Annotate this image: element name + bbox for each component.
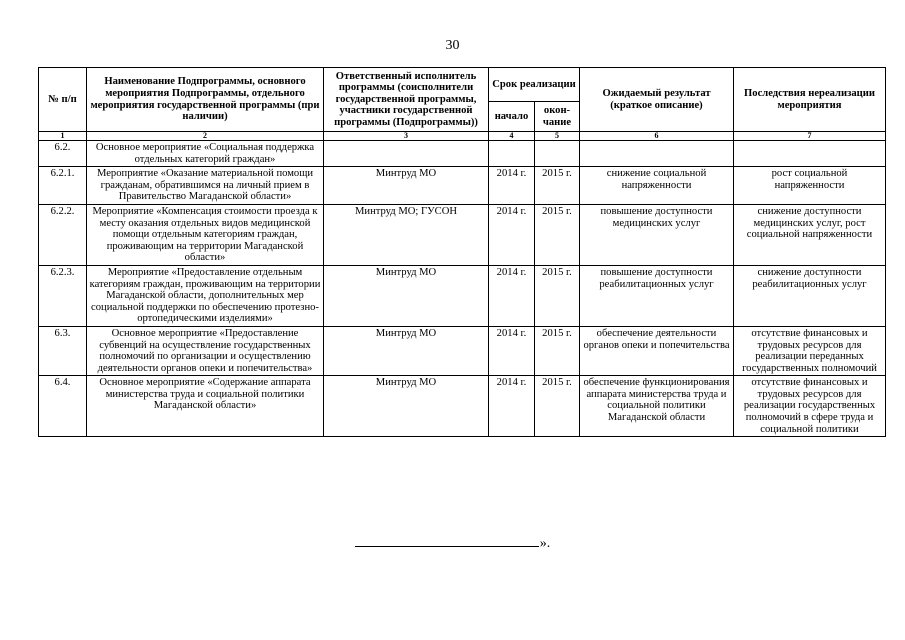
activity-name: Мероприятие «Компенсация стоимости проезда к месту оказания отдельных видов медицинской помощи отдельным категориям граждан, проживающим на территории Магаданской области» [87, 204, 324, 265]
expected-result: снижение социальной напряженности [580, 167, 734, 205]
row-number: 6.2.3. [39, 265, 87, 326]
header-num: № п/п [39, 68, 87, 132]
consequence: отсутствие финансовых и трудовых ресурсов для реализации государственных полномочий в сфере труда и социальной политики [734, 376, 886, 437]
activity-name: Мероприятие «Предоставление отдельным категориям граждан, проживающим на территории Магаданской области, дополнительных мер социальной поддержки по обеспечению протезно-ортопедическими изделиями» [87, 265, 324, 326]
header-executor: Ответственный исполнитель программы (соисполнители государственной программы, участники государственной программы (Подпрограммы)) [324, 68, 489, 132]
closing-quote: ». [539, 536, 551, 551]
row-number: 6.3. [39, 326, 87, 375]
table-row [39, 265, 886, 326]
activity-name: Основное мероприятие «Социальная поддержка отдельных категорий граждан» [87, 141, 324, 167]
expected-result: обеспечение функционирования аппарата министерства труда и социальной политики Магаданской области [580, 376, 734, 437]
column-number: 6 [580, 132, 734, 141]
executor: Минтруд МО [324, 326, 489, 375]
start-year: 2014 г. [489, 265, 535, 326]
end-year: 2015 г. [535, 326, 580, 375]
header-consequence: Последствия нереализации мероприятия [734, 68, 886, 132]
table-row [39, 141, 886, 167]
end-year: 2015 г. [535, 167, 580, 205]
header-start: начало [489, 102, 535, 132]
column-number: 1 [39, 132, 87, 141]
closing-line [0, 536, 905, 552]
column-number: 7 [734, 132, 886, 141]
start-year: 2014 г. [489, 376, 535, 437]
executor: Минтруд МО [324, 167, 489, 205]
table-row [39, 326, 886, 375]
executor: Минтруд МО; ГУСОН [324, 204, 489, 265]
table-row [39, 204, 886, 265]
expected-result: повышение доступности реабилитационных услуг [580, 265, 734, 326]
end-year: 2015 г. [535, 204, 580, 265]
expected-result [580, 141, 734, 167]
header-term: Срок реализации [489, 68, 580, 102]
end-year: 2015 г. [535, 265, 580, 326]
header-end: окон-чание [535, 102, 580, 132]
executor: Минтруд МО [324, 265, 489, 326]
row-number: 6.2.2. [39, 204, 87, 265]
consequence: рост социальной напряженности [734, 167, 886, 205]
header-result: Ожидаемый результат (краткое описание) [580, 68, 734, 132]
start-year: 2014 г. [489, 167, 535, 205]
row-number: 6.2.1. [39, 167, 87, 205]
activity-name: Мероприятие «Оказание материальной помощи гражданам, обратившимся на личный прием в Правительство Магаданской области» [87, 167, 324, 205]
column-number-row [39, 132, 886, 141]
start-year: 2014 г. [489, 204, 535, 265]
consequence: снижение доступности реабилитационных услуг [734, 265, 886, 326]
signature-rule [355, 545, 539, 547]
consequence: отсутствие финансовых и трудовых ресурсов для реализации переданных государственных полномочий [734, 326, 886, 375]
start-year [489, 141, 535, 167]
header-name: Наименование Подпрограммы, основного мероприятия Подпрограммы, отдельного мероприятия государственной программы (при наличии) [87, 68, 324, 132]
column-number: 4 [489, 132, 535, 141]
consequence [734, 141, 886, 167]
consequence: снижение доступности медицинских услуг, рост социальной напряженности [734, 204, 886, 265]
activities-table [38, 67, 886, 437]
page-number: 30 [445, 38, 460, 53]
column-number: 2 [87, 132, 324, 141]
activity-name: Основное мероприятие «Предоставление субвенций на осуществление государственных полномочий по организации и осуществлению деятельности органов опеки и попечительства» [87, 326, 324, 375]
row-number: 6.2. [39, 141, 87, 167]
expected-result: повышение доступности медицинских услуг [580, 204, 734, 265]
activity-name: Основное мероприятие «Содержание аппарата министерства труда и социальной политики Магаданской области» [87, 376, 324, 437]
end-year [535, 141, 580, 167]
end-year: 2015 г. [535, 376, 580, 437]
executor [324, 141, 489, 167]
column-number: 5 [535, 132, 580, 141]
start-year: 2014 г. [489, 326, 535, 375]
table-row [39, 376, 886, 437]
row-number: 6.4. [39, 376, 87, 437]
executor: Минтруд МО [324, 376, 489, 437]
expected-result: обеспечение деятельности органов опеки и попечительства [580, 326, 734, 375]
table-row [39, 167, 886, 205]
column-number: 3 [324, 132, 489, 141]
